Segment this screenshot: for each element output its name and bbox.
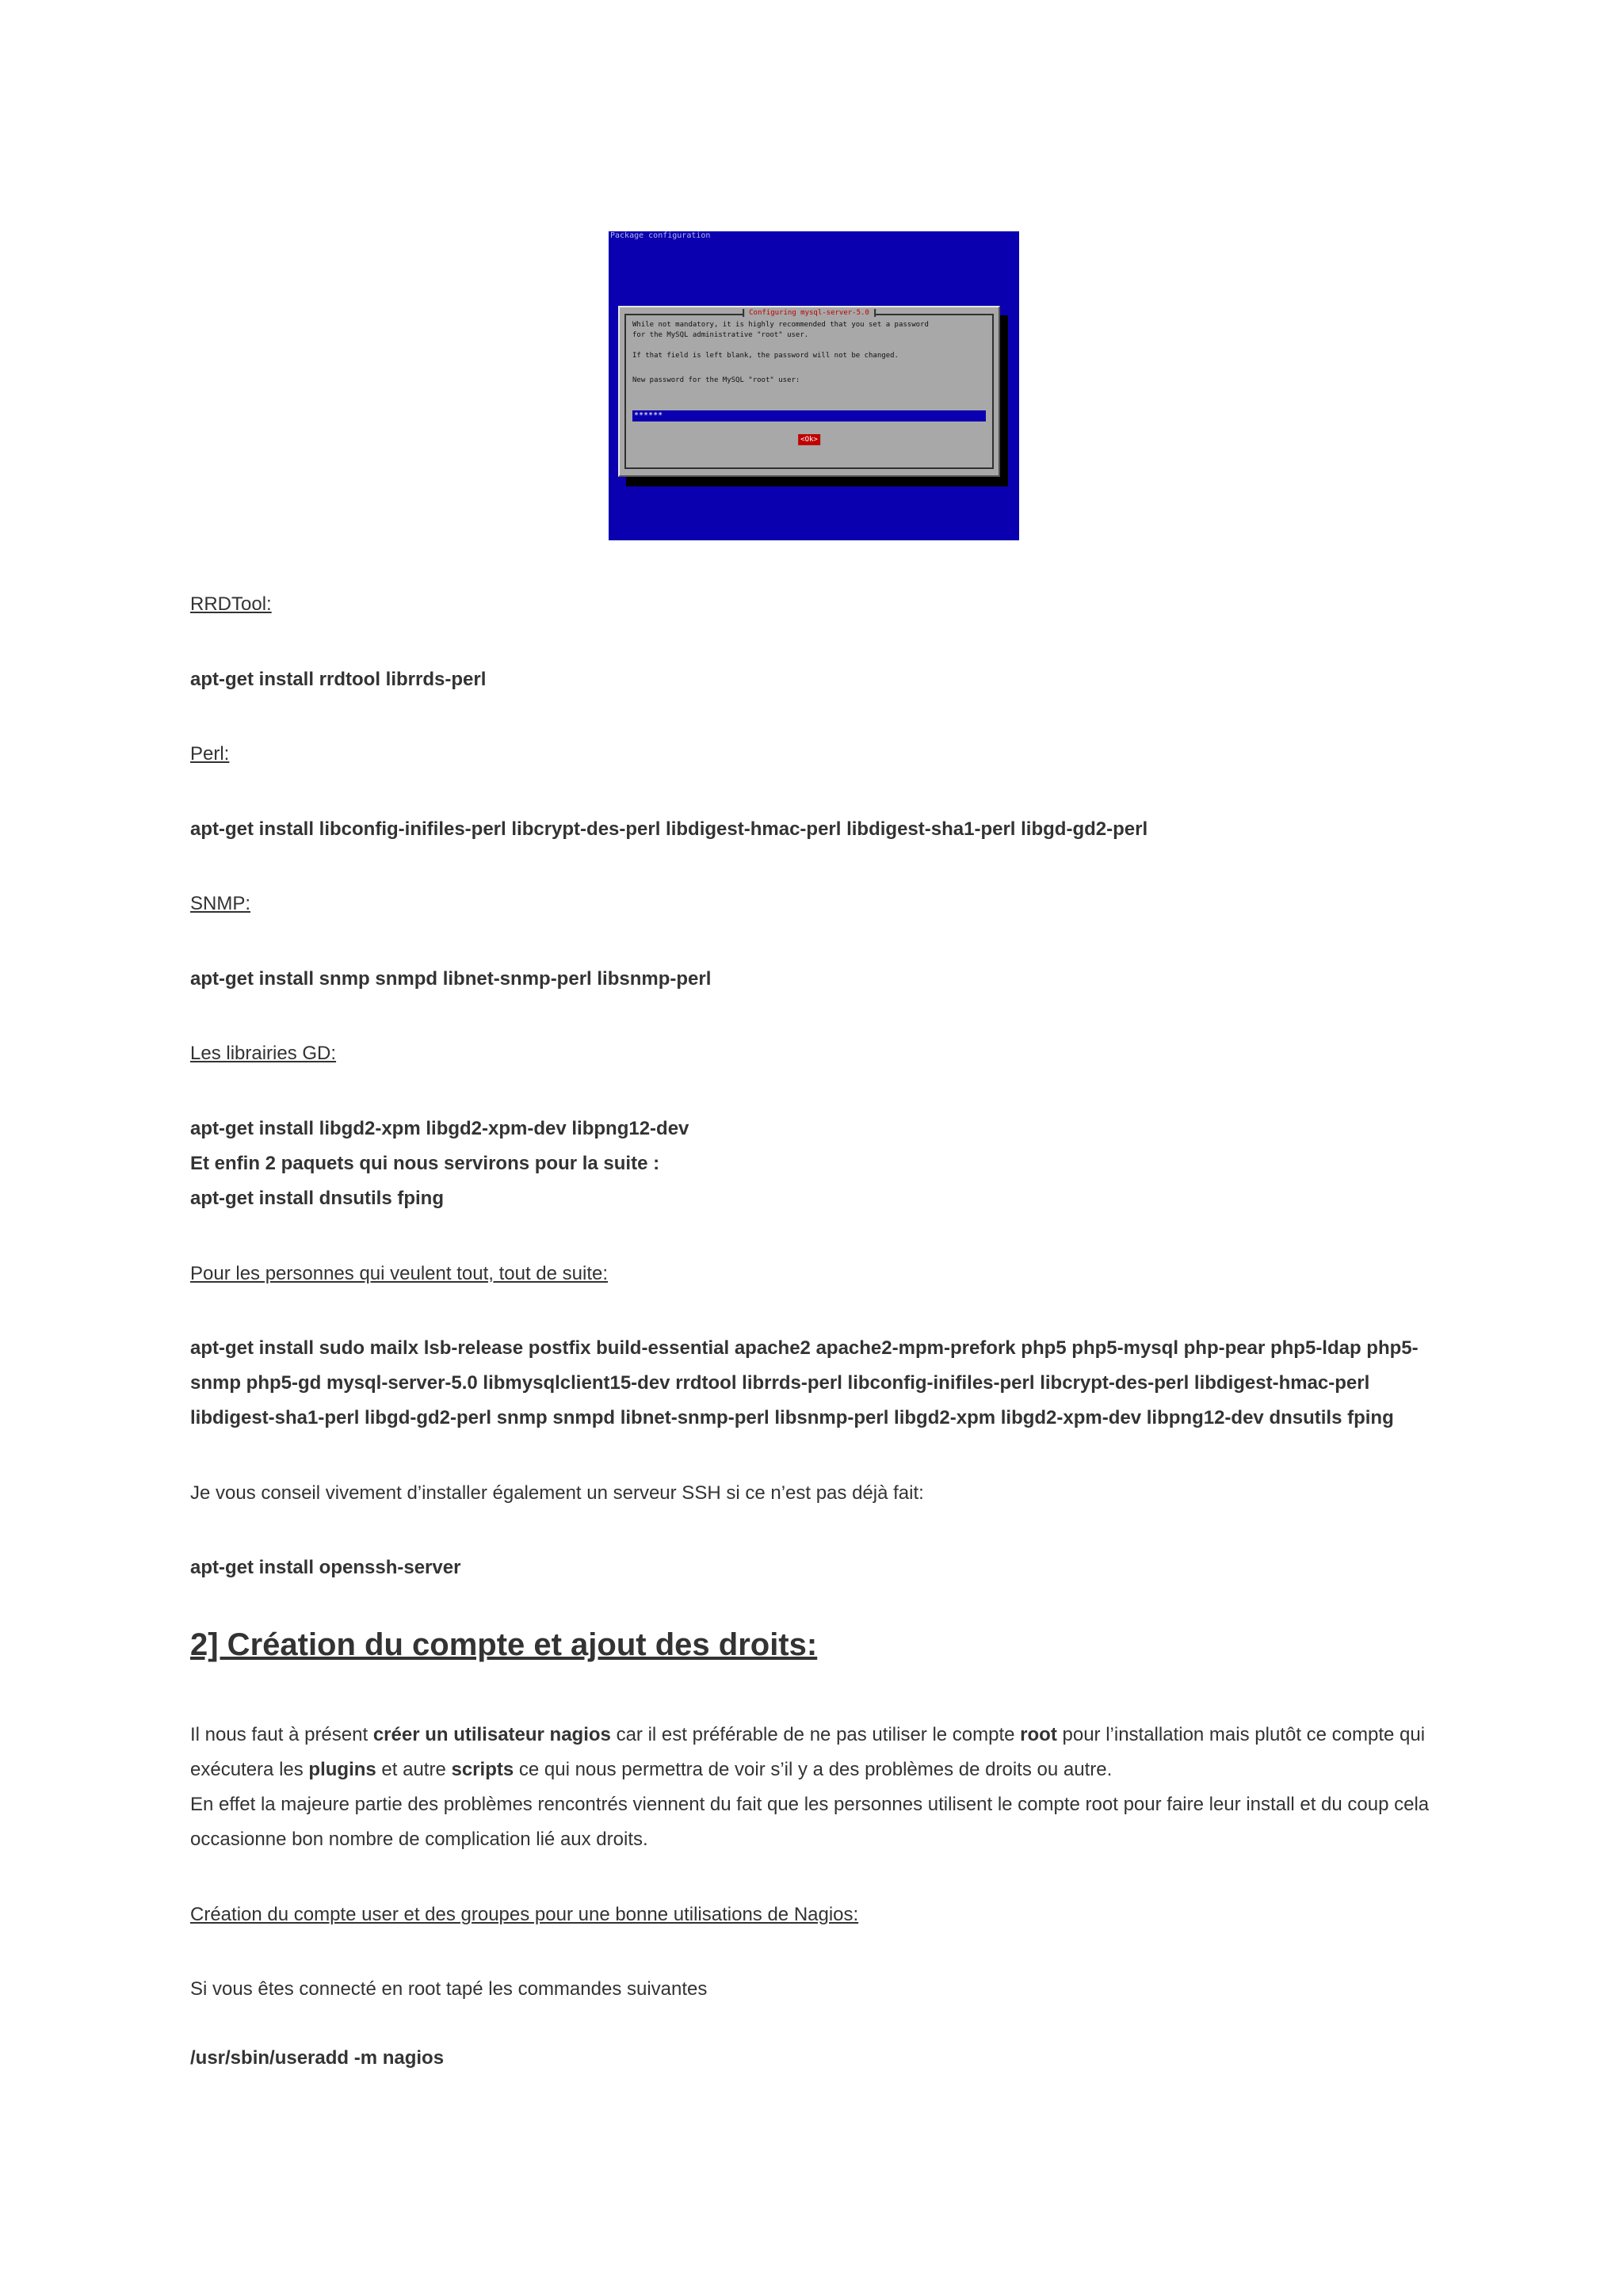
dialog-line-2: for the MySQL administrative "root" user. (632, 331, 809, 339)
p1-bold-b: créer un utilisateur nagios (372, 1724, 611, 1745)
rrdtool-command: apt-get install rrdtool librrds-perl (190, 669, 487, 690)
config-dialog (618, 306, 1000, 477)
all-command-line-1: apt-get install sudo mailx lsb-release postfix build-essential apache2 apache2-mpm-prefork php5 php5-mysql php-pear php5-ldap php5- (190, 1337, 1419, 1359)
screenshot-window-title: Package configuration (610, 231, 711, 240)
p1-text-a: Il nous faut à présent (190, 1724, 373, 1745)
gd-label: Les librairies GD: (190, 1043, 337, 1064)
ssh-text: Je vous conseil vivement d’installer également un serveur SSH si ce n’est pas déjà fait: (190, 1482, 924, 1504)
paquets-text: Et enfin 2 paquets qui nous servirons pour la suite : (190, 1153, 660, 1174)
paragraph-line-1 (190, 1718, 1425, 1753)
mysql-config-screenshot (609, 231, 1019, 540)
section-2-heading: 2] Création du compte et ajout des droits: (190, 1627, 818, 1662)
p2-text-a: exécutera les (190, 1759, 309, 1780)
useradd-command: /usr/sbin/useradd -m nagios (190, 2047, 445, 2069)
p1-text-e: pour l’installation mais plutôt ce compte qui (1056, 1724, 1426, 1745)
p1-text-c: car il est préférable de ne pas utiliser le compte (610, 1724, 1021, 1745)
dialog-line-1: While not mandatory, it is highly recommended that you set a password (632, 321, 929, 329)
p1-bold-d: root (1020, 1724, 1057, 1745)
paquets-command: apt-get install dnsutils fping (190, 1188, 444, 1209)
p2-bold-d: scripts (451, 1759, 514, 1780)
all-command-line-3: libdigest-sha1-perl libgd-gd2-perl snmp snmpd libnet-snmp-perl libsnmp-perl libgd2-xpm libgd2-xpm-dev libpng12-dev dnsutils fping (190, 1407, 1394, 1428)
snmp-command: apt-get install snmp snmpd libnet-snmp-perl libsnmp-perl (190, 968, 712, 990)
paragraph-line-4: occasionne bon nombre de complication lié aux droits. (190, 1829, 648, 1850)
p2-bold-b: plugins (308, 1759, 376, 1780)
ssh-command: apt-get install openssh-server (190, 1557, 461, 1578)
dialog-title: Configuring mysql-server-5.0 (743, 309, 876, 317)
dialog-frame (624, 309, 994, 469)
perl-label: Perl: (190, 743, 230, 765)
paragraph-line-2 (190, 1753, 1112, 1787)
all-label: Pour les personnes qui veulent tout, tout de suite: (190, 1263, 609, 1284)
all-command-line-2: snmp php5-gd mysql-server-5.0 libmysqlclient15-dev rrdtool librrds-perl libconfig-inifiles-perl libcrypt-des-perl libdigest-hmac-perl (190, 1372, 1370, 1394)
snmp-label: SNMP: (190, 893, 251, 914)
dialog-line-4: New password for the MySQL "root" user: (632, 376, 800, 384)
dialog-line-3: If that field is left blank, the password will not be changed. (632, 352, 899, 360)
paragraph-line-3: En effet la majeure partie des problèmes rencontrés viennent du fait que les personnes utilisent le compte root pour faire leur install et du coup cela (190, 1794, 1430, 1815)
rrdtool-label: RRDTool: (190, 593, 272, 615)
root-text: Si vous êtes connecté en root tapé les commandes suivantes (190, 1978, 708, 2000)
p2-text-e: ce qui nous permettra de voir s’il y a des problèmes de droits ou autre. (514, 1759, 1113, 1780)
account-label: Création du compte user et des groupes pour une bonne utilisations de Nagios: (190, 1904, 859, 1925)
p2-text-c: et autre (376, 1759, 452, 1780)
gd-command: apt-get install libgd2-xpm libgd2-xpm-dev libpng12-dev (190, 1118, 689, 1139)
perl-command: apt-get install libconfig-inifiles-perl libcrypt-des-perl libdigest-hmac-perl libdigest-sha1-perl libgd-gd2-perl (190, 818, 1148, 840)
ok-button: <Ok> (798, 434, 820, 445)
password-field: ****** (632, 410, 986, 421)
